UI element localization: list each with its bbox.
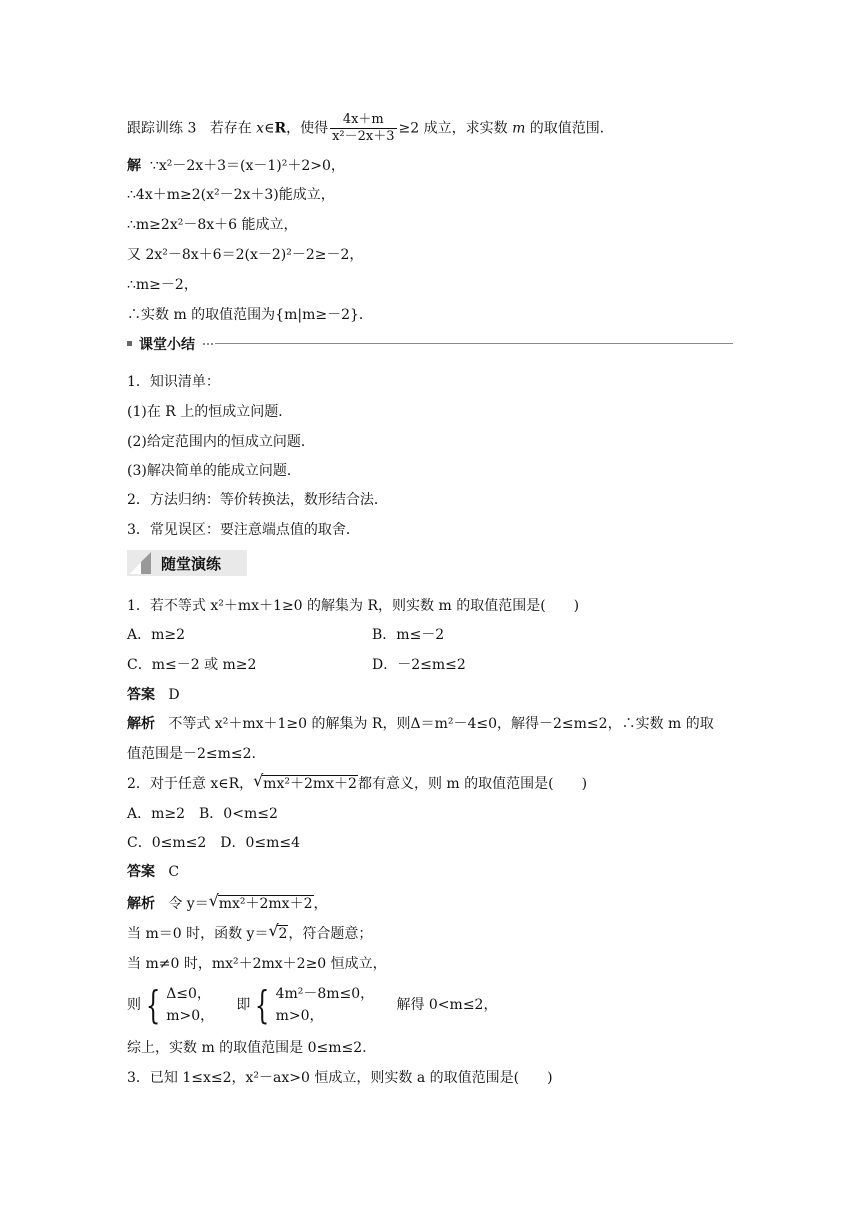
- summary-section-header: [127, 336, 733, 352]
- brace-icon: {: [255, 983, 270, 1027]
- q2-system-2: { 4m²－8m≤0， m>0，: [255, 983, 375, 1027]
- summary-bullet-icon: [127, 341, 132, 346]
- radical-icon: √: [208, 891, 219, 910]
- solution-label: 解: [127, 158, 141, 174]
- summary-item-3: (2)给定范围内的恒成立问题．: [127, 434, 315, 450]
- summary-rule: [215, 343, 733, 344]
- solution-line-5: ∴m≥－2，: [127, 277, 198, 293]
- q1-stem: 1．若不等式 x²＋mx＋1≥0 的解集为 R，则实数 m 的取值范围是( ): [127, 598, 580, 614]
- track-question: 跟踪训练 3 若存在 x∈R，使得 $\frac{4x+m}{\text{x²－2x＋3}}$ ≥2 成立，求实数 m 的取值范围．: [127, 112, 614, 144]
- q1-analysis-2: 值范围是－2≤m≤2.: [127, 746, 257, 762]
- summary-item-2: (1)在 R 上的恒成立问题．: [127, 404, 293, 420]
- practice-title: 随堂演练: [161, 555, 222, 573]
- radical-icon: √: [268, 921, 279, 940]
- q1-option-c: C．m≤－2 或 m≥2: [127, 657, 257, 673]
- solution-line-3: ∴m≥2x²－8x＋6 能成立，: [127, 217, 298, 233]
- solution-line-4: 又 2x²－8x＋6＝2(x－2)²－2≥－2，: [127, 247, 364, 263]
- q2-analysis-3: 当 m≠0 时，mx²＋2mx＋2≥0 恒成立，: [127, 956, 387, 972]
- solution-line-2: ∴4x＋m≥2(x²－2x＋3)能成立，: [127, 187, 335, 203]
- q2-options-2: C．0≤m≤2 D．0≤m≤4: [127, 835, 301, 851]
- summary-item-1: 1．知识清单：: [127, 374, 220, 390]
- q1-options-row2: [127, 655, 466, 675]
- summary-item-6: 3．常见误区：要注意端点值的取舍．: [127, 522, 360, 538]
- q1-option-d: D．－2≤m≤2: [372, 657, 466, 673]
- q1-answer: 答案 D: [127, 687, 180, 703]
- q1-options-row1: [127, 625, 445, 645]
- q2-analysis-5: 综上，实数 m 的取值范围是 0≤m≤2.: [127, 1040, 367, 1056]
- q2-analysis-4: 则 { Δ≤0， m>0， 即 { 4m²－8m≤0， m>0， 解得 0<m≤2，: [127, 983, 498, 1027]
- solution-line-6: ∴实数 m 的取值范围为{m|m≥－2}．: [127, 307, 373, 323]
- track-label: 跟踪训练 3: [127, 120, 197, 137]
- summary-dots: [203, 343, 213, 347]
- q2-stem: 2．对于任意 x∈R， √ mx²＋2mx＋2都有意义，则 m 的取值范围是( ): [127, 771, 588, 792]
- summary-title: 课堂小结: [139, 337, 195, 353]
- track-fraction: $\frac{4x+m}{\text{x²－2x＋3}}$: [332, 112, 395, 144]
- q2-answer: 答案 C: [127, 864, 180, 880]
- solution-line-1: 解 ∵x²－2x＋3＝(x－1)²＋2>0，: [127, 158, 345, 174]
- practice-section-header: [127, 550, 247, 576]
- q2-analysis-1: 解析 令 y＝ √ mx²＋2mx＋2，: [127, 891, 328, 912]
- q3-stem: 3．已知 1≤x≤2，x²－ax>0 恒成立，则实数 a 的取值范围是( ): [127, 1070, 553, 1086]
- q2-analysis-2: 当 m＝0 时，函数 y＝ √ 2，符合题意；: [127, 921, 373, 942]
- q1-analysis-1: 解析 不等式 x²＋mx＋1≥0 的解集为 R，则Δ＝m²－4≤0，解得－2≤m≤2，∴实数 m 的取: [127, 716, 714, 732]
- summary-item-4: (3)解决简单的能成立问题．: [127, 463, 301, 479]
- q2-sqrt: √ mx²＋2mx＋2: [253, 771, 357, 792]
- summary-item-5: 2．方法归纳：等价转换法，数形结合法．: [127, 492, 388, 508]
- q2-options-1: A．m≥2 B．0<m≤2: [127, 806, 278, 822]
- brace-icon: {: [145, 983, 161, 1027]
- q2-system-1: { Δ≤0， m>0，: [145, 983, 215, 1027]
- q1-option-b: B．m≤－2: [372, 627, 445, 643]
- practice-flag-icon: [127, 550, 153, 576]
- q1-option-a: A．m≥2: [127, 627, 186, 643]
- radical-icon: √: [253, 771, 264, 790]
